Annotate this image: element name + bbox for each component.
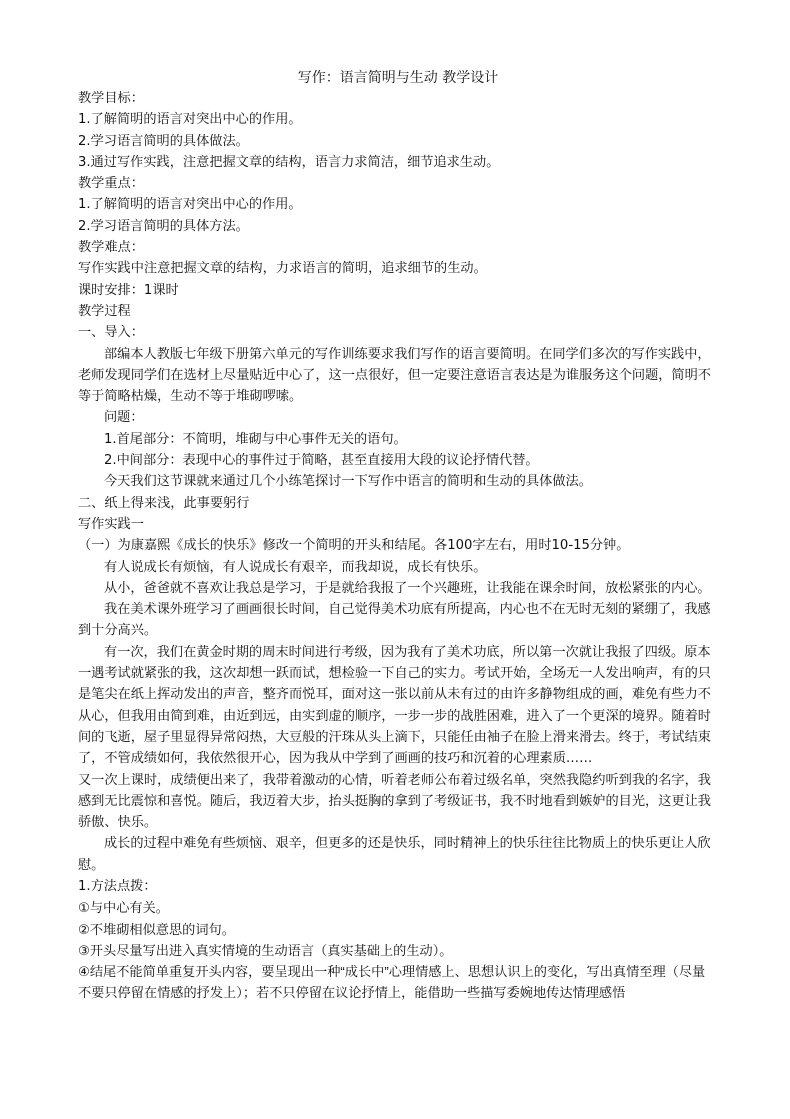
key-points-heading: 教学重点：	[78, 176, 144, 192]
section1-closing: 今天我们这节课就来通过几个小练笔探讨一下写作中语言的简明和生动的具体做法。	[104, 474, 592, 490]
method-item: ④结尾不能简单重复开头内容，要呈现出一种“成长中”心理情感上、思想认识上的变化，写出真情至理（尽量不要只停留在情感的抒发上）；若不只停留在议论抒情上，能借助一些描写委婉地传达情理感悟	[78, 964, 706, 1001]
problem-heading: 问题：	[104, 410, 144, 426]
document-page	[78, 68, 718, 1004]
process-heading: 教学过程	[78, 303, 131, 319]
objectives-heading: 教学目标：	[78, 91, 144, 106]
method-item: ③开头尽量写出进入真实情境的生动语言（真实基础上的生动）。	[78, 942, 453, 958]
practice1-heading: 写作实践一	[78, 516, 144, 532]
section1-paragraph: 部编本人教版七年级下册第六单元的写作训练要求我们写作的语言要简明。在同学们多次的写作实践中，老师发现同学们在选材上尽量贴近中心了，这一点很好，但一定要注意语言表达是为谁服务这个问题，简明不等于简略枯燥，生动不等于堆砌啰嗦。	[78, 346, 711, 405]
objective-item: 2.学习语言简明的具体做法。	[78, 133, 249, 149]
objective-item: 1.了解简明的语言对突出中心的作用。	[78, 112, 302, 128]
practice1-task: （一）为康嘉熙《成长的快乐》修改一个简明的开头和结尾。各100字左右，用时10-15分钟。	[78, 538, 630, 554]
schedule-text: 课时安排：1课时	[78, 282, 179, 298]
essay-paragraph-noindent: 又一次上课时，成绩便出来了，我带着激动的心情，听着老师公布着过级名单，突然我隐约听到我的名字，我感到无比震惊和喜悦。随后，我迈着大步，抬头挺胸的拿到了考级证书，我不时地看到嫉妒的目光，这更让我骄傲、快乐。	[78, 772, 711, 831]
essay-paragraph: 我在美术课外班学习了画画很长时间，自己觉得美术功底有所提高，内心也不在无时无刻的紧绷了，我感到十分高兴。	[78, 602, 711, 639]
problem-item: 1.首尾部分：不简明，堆砌与中心事件无关的语句。	[104, 431, 407, 447]
key-point-item: 1.了解简明的语言对突出中心的作用。	[78, 197, 302, 213]
objective-item: 3.通过写作实践，注意把握文章的结构，语言力求简洁，细节追求生动。	[78, 154, 500, 170]
essay-paragraph: 有人说成长有烦恼，有人说成长有艰辛，而我却说，成长有快乐。	[104, 559, 487, 575]
key-point-item: 2.学习语言简明的具体方法。	[78, 218, 249, 234]
section2-heading: 二、纸上得来浅，此事要躬行	[78, 495, 250, 511]
essay-paragraph: 从小，爸爸就不喜欢让我总是学习，于是就给我报了一个兴趣班，让我能在课余时间，放松紧张的内心。	[104, 580, 711, 596]
section1-heading: 一、导入：	[78, 325, 144, 341]
method-item: ①与中心有关。	[78, 900, 169, 916]
difficulty-heading: 教学难点：	[78, 240, 144, 256]
method-item: ②不堆砌相似意思的词句。	[78, 921, 235, 937]
problem-item: 2.中间部分：表现中心的事件过于简略，甚至直接用大段的议论抒情代替。	[104, 453, 539, 469]
method-heading: 1.方法点拨：	[78, 878, 157, 894]
page-title: 写作：语言简明与生动 教学设计	[297, 70, 499, 86]
essay-ending: 成长的过程中难免有些烦恼、艰辛，但更多的还是快乐，同时精神上的快乐往往比物质上的快乐更让人欣慰。	[78, 836, 711, 873]
difficulty-text: 写作实践中注意把握文章的结构，力求语言的简明，追求细节的生动。	[78, 261, 487, 277]
essay-paragraph: 有一次，我们在黄金时期的周末时间进行考级，因为我有了美术功底，所以第一次就让我报了四级。原本一遇考试就紧张的我，这次却想一跃而试，想检验一下自己的实力。考试开始，全场无一人发出响声，有的只是笔尖在纸上挥动发出的声音，整齐而悦耳，面对这一张以前从未有过的由许多静物组成的画，难免有些力不从心，但我用由简到难，由近到远，由实到虚的顺序，一步一步的战胜困难，进入了一个更深的境界。随着时间的飞逝，屋子里显得异常闷热，大豆般的汗珠从头上滴下，只能任由袖子在脸上滑来滑去。终于，考试结束了，不管成绩如何，我依然很开心，因为我从中学到了画画的技巧和沉着的心理素质……	[78, 644, 711, 767]
